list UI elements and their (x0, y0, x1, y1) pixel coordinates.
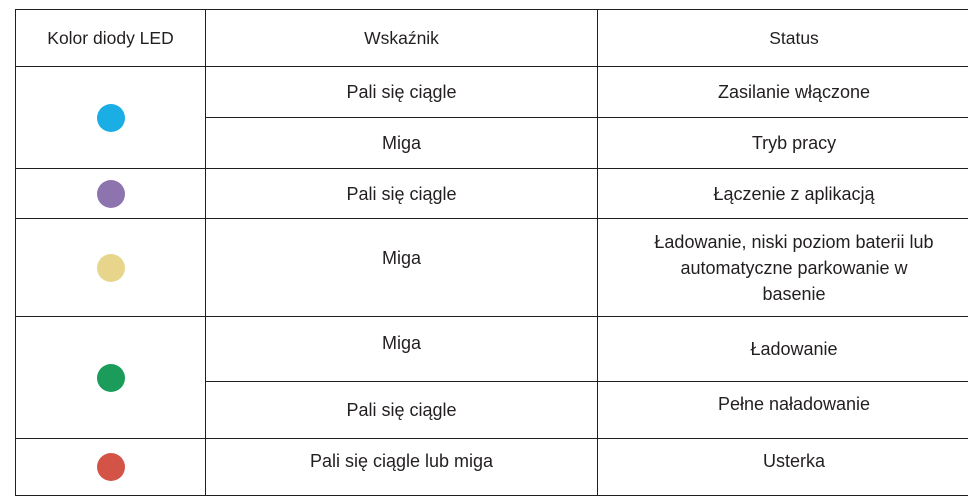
indicator-cell (206, 439, 598, 496)
indicator-cell (206, 317, 598, 382)
status-cell (598, 439, 968, 496)
blue-led-dot (97, 104, 125, 132)
status-cell: Tryb pracy (598, 118, 968, 169)
indicator-cell (206, 219, 598, 317)
led-color-cell (16, 67, 206, 169)
status-cell: Łączenie z aplikacją (598, 169, 968, 219)
status-text: Ładowanie, niski poziom baterii lub automatyczne parkowanie w basenie (649, 229, 939, 307)
status-cell: Zasilanie włączone (598, 67, 968, 118)
indicator-text: Pali się ciągle lub miga (310, 451, 493, 471)
purple-led-dot (97, 180, 125, 208)
table-row (16, 67, 968, 118)
led-color-cell (16, 439, 206, 496)
indicator-cell: Pali się ciągle (206, 169, 598, 219)
indicator-text: Miga (382, 248, 421, 268)
table-row (16, 169, 968, 219)
header-led-color: Kolor diody LED (16, 10, 206, 67)
indicator-text: Miga (382, 333, 421, 353)
led-color-cell (16, 219, 206, 317)
indicator-cell: Miga (206, 118, 598, 169)
status-cell: Ładowanie (598, 317, 968, 382)
led-status-table (15, 9, 968, 496)
indicator-cell: Pali się ciągle (206, 67, 598, 118)
header-status: Status (598, 10, 968, 67)
status-cell (598, 382, 968, 439)
yellow-led-dot (97, 254, 125, 282)
status-text: Usterka (763, 451, 825, 471)
red-led-dot (97, 453, 125, 481)
indicator-cell: Pali się ciągle (206, 382, 598, 439)
led-color-cell (16, 169, 206, 219)
status-text: Pełne naładowanie (718, 394, 870, 414)
green-led-dot (97, 364, 125, 392)
led-color-cell (16, 317, 206, 439)
status-cell (598, 219, 968, 317)
table-row (16, 439, 968, 496)
header-row (16, 10, 968, 67)
table-row (16, 219, 968, 317)
table-row (16, 317, 968, 382)
header-indicator: Wskaźnik (206, 10, 598, 67)
